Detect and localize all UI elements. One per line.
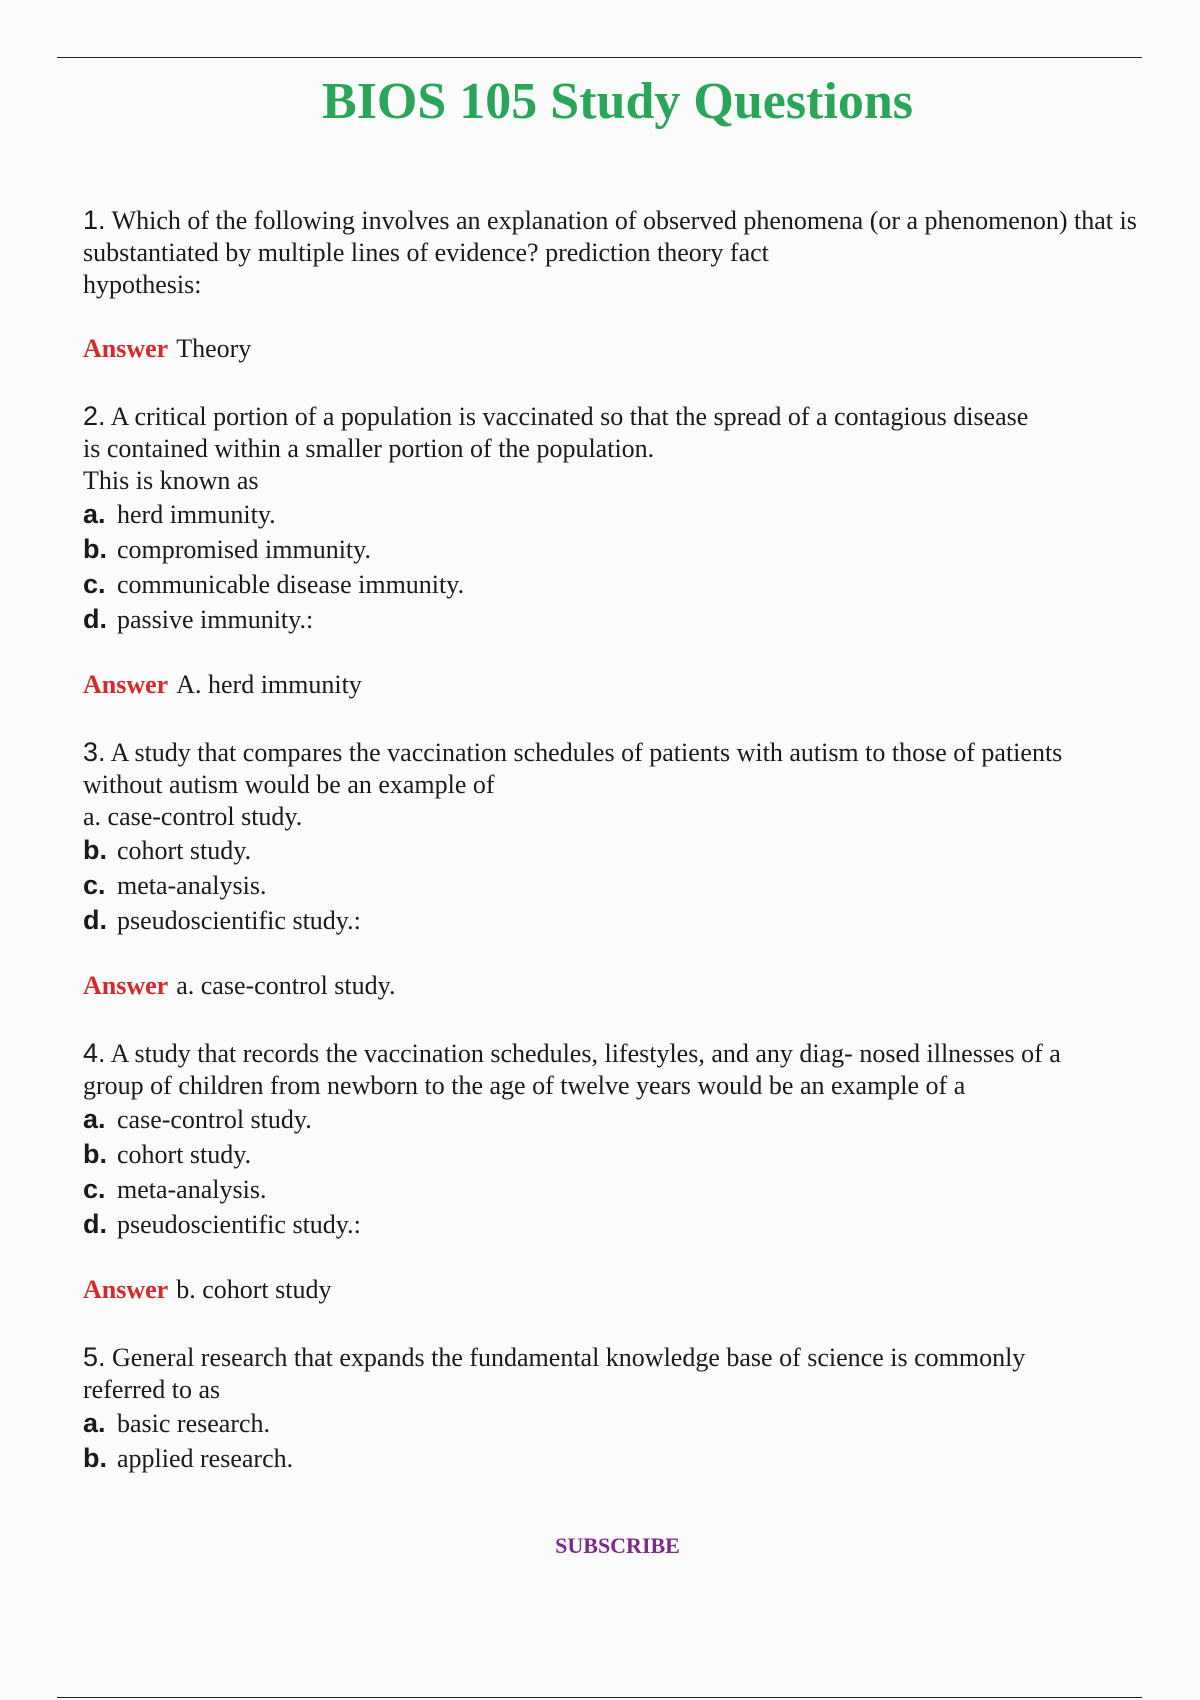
answer-option (83, 1406, 1200, 1441)
answer-line (83, 970, 1200, 1002)
option-text: meta-analysis. (117, 871, 267, 900)
question-stem-text: a. case-control study. (83, 802, 303, 831)
option-text: applied research. (117, 1444, 294, 1473)
option-text: communicable disease immunity. (117, 570, 465, 599)
question-stem-line (83, 769, 1200, 801)
question-stem-text: A study that compares the vaccination schedules of patients with autism to those of patients (110, 738, 1063, 767)
answer-value: a. case-control study. (176, 971, 396, 1000)
question-stem-text: hypothesis: (83, 270, 202, 299)
option-letter: a. (83, 1408, 106, 1438)
option-letter: c. (83, 1174, 106, 1204)
question-stem-text: A critical portion of a population is vaccinated so that the spread of a contagious disease (110, 402, 1029, 431)
answer-option (83, 868, 1200, 903)
option-letter: b. (83, 534, 107, 564)
answer-line (83, 333, 1200, 365)
question-3 (83, 736, 1200, 938)
question-stem-text: substantiated by multiple lines of evidence? prediction theory fact (83, 238, 769, 267)
answer-option (83, 497, 1200, 532)
answer-option (83, 1102, 1200, 1137)
subscribe-link[interactable]: SUBSCRIBE (555, 1533, 680, 1558)
answer-option (83, 532, 1200, 567)
question-stem-text: without autism would be an example of (83, 770, 495, 799)
answer-line (83, 669, 1200, 701)
question-1 (83, 204, 1200, 301)
option-letter: d. (83, 604, 107, 634)
question-2 (83, 400, 1200, 637)
answer-option (83, 1441, 1200, 1476)
answer-line (83, 1274, 1200, 1306)
question-number: 3. (83, 737, 106, 767)
question-stem-text: Which of the following involves an explanation of observed phenomena (or a phenomenon) that is (111, 206, 1137, 235)
option-text: herd immunity. (117, 500, 276, 529)
option-letter: c. (83, 569, 106, 599)
option-text: compromised immunity. (117, 535, 371, 564)
question-stem-line (83, 237, 1200, 269)
question-stem-line (83, 1037, 1200, 1070)
answer-option (83, 1207, 1200, 1242)
option-text: passive immunity.: (117, 605, 314, 634)
option-text: basic research. (117, 1409, 271, 1438)
question-stem-text: General research that expands the fundamental knowledge base of science is commonly (112, 1343, 1026, 1372)
question-stem-line (83, 433, 1200, 465)
question-stem-line (83, 269, 1200, 301)
option-letter: d. (83, 905, 107, 935)
answer-value: A. herd immunity (176, 670, 362, 699)
question-number: 1. (83, 205, 106, 235)
answer-option (83, 833, 1200, 868)
option-letter: c. (83, 870, 106, 900)
question-stem-line (83, 1374, 1200, 1406)
answer-label: Answer (83, 670, 169, 699)
option-text: case-control study. (117, 1105, 312, 1134)
question-5 (83, 1341, 1200, 1476)
answer-option (83, 602, 1200, 637)
option-letter: a. (83, 1104, 106, 1134)
question-stem-text: is contained within a smaller portion of the population. (83, 434, 655, 463)
answer-option (83, 1172, 1200, 1207)
question-stem-line (83, 1070, 1200, 1102)
option-letter: a. (83, 499, 106, 529)
question-list (83, 204, 1200, 1476)
question-stem-text: group of children from newborn to the age of twelve years would be an example of a (83, 1071, 966, 1100)
answer-value: b. cohort study (176, 1275, 332, 1304)
option-text: cohort study. (117, 1140, 252, 1169)
option-letter: d. (83, 1209, 107, 1239)
question-stem-line (83, 400, 1200, 433)
answer-option (83, 567, 1200, 602)
question-stem-text: referred to as (83, 1375, 221, 1404)
question-4 (83, 1037, 1200, 1242)
question-stem-line (83, 465, 1200, 497)
option-letter: b. (83, 1443, 107, 1473)
option-letter: b. (83, 1139, 107, 1169)
question-number: 5. (83, 1342, 106, 1372)
question-number: 4. (83, 1038, 106, 1068)
option-text: meta-analysis. (117, 1175, 267, 1204)
question-stem-line (83, 1341, 1200, 1374)
answer-label: Answer (83, 1275, 169, 1304)
question-stem-line (83, 736, 1200, 769)
answer-label: Answer (83, 334, 169, 363)
answer-value: Theory (176, 334, 252, 363)
question-stem-text: A study that records the vaccination schedules, lifestyles, and any diag- nosed illnesses of a (110, 1039, 1061, 1068)
option-text: pseudoscientific study.: (117, 1210, 361, 1239)
question-stem-line (83, 204, 1200, 237)
answer-option (83, 1137, 1200, 1172)
top-rule (57, 57, 1142, 58)
question-number: 2. (83, 401, 106, 431)
option-text: cohort study. (117, 836, 252, 865)
answer-option (83, 903, 1200, 938)
option-letter: b. (83, 835, 107, 865)
question-stem-line (83, 801, 1200, 833)
option-text: pseudoscientific study.: (117, 906, 361, 935)
answer-label: Answer (83, 971, 169, 1000)
page-title: BIOS 105 Study Questions (322, 73, 913, 130)
bottom-rule (57, 1697, 1142, 1698)
question-stem-text: This is known as (83, 466, 259, 495)
